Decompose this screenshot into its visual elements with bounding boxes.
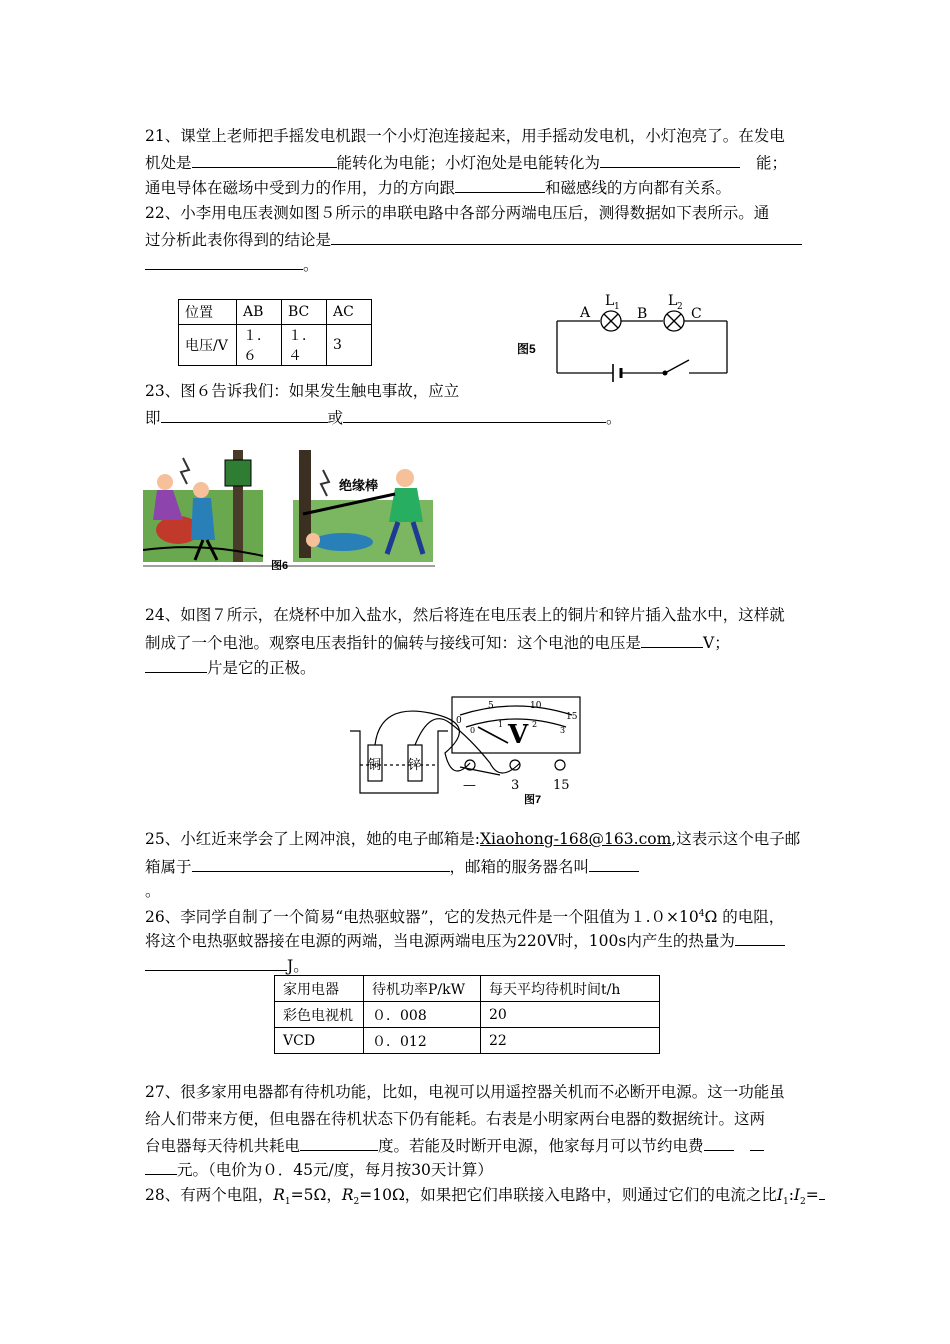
i2-symbol: I (793, 1186, 801, 1204)
q25-line2: 箱属于 ，邮箱的服务器名叫 (145, 856, 639, 877)
table-cell: 电压/V (179, 325, 237, 366)
figure-7-voltmeter (340, 693, 590, 805)
figure-5-circuit (505, 290, 740, 390)
q27-line2: 给人们带来方便，但电器在待机状态下仍有能耗。右表是小明家两台电器的数据统计。这两 (145, 1110, 766, 1128)
q23-line2: 即 或 。 (145, 409, 622, 427)
q21-blank1[interactable] (192, 152, 337, 168)
q21-line1: 21、课堂上老师把手摇发电机跟一个小灯泡连接起来，用手摇动发电机，小灯泡亮了。在发电 (145, 127, 785, 145)
table-row (179, 325, 372, 366)
label-l1-sub: 1 (614, 302, 620, 312)
voltmeter-v-symbol: V (508, 720, 529, 750)
label-a: A (580, 305, 591, 321)
q22-line3: 。 (145, 254, 319, 275)
q21-line2: 机处是 能转化为电能；小灯泡处是电能转化为 能； (145, 154, 788, 172)
q28-line1: 28、有两个电阻，$R_1=5\Omega$，$R_2=10\Omega$，如果把它们串联接入电路中，则通过它们的电流之比$I_1:I_2=$ (145, 1184, 825, 1212)
terminal-negative: — (463, 778, 476, 793)
table-cell: １．４ (282, 325, 327, 366)
table-cell: ０．008 (364, 1002, 481, 1028)
table-row (275, 976, 660, 1002)
table-row (275, 1028, 660, 1054)
q27-blank3[interactable] (750, 1135, 764, 1151)
table-cell: 待机功率P/kW (364, 976, 481, 1002)
table-cell: VCD (275, 1028, 364, 1054)
email-address[interactable]: Xiaohong-168@163.com (479, 830, 672, 848)
i1-symbol: I (776, 1186, 783, 1204)
table-row (275, 1002, 660, 1028)
figure-7-label: 图7 (524, 794, 542, 805)
q27-blank2[interactable] (704, 1135, 734, 1151)
q28-blank1[interactable] (819, 1184, 825, 1200)
terminal-3: 3 (511, 778, 520, 793)
label-l2: L (668, 293, 678, 309)
r2-subscript: 2 (353, 1197, 360, 1208)
insulating-rod-label: 绝缘棒 (339, 478, 379, 493)
appliance-table (274, 975, 660, 1054)
q21-blank2[interactable] (600, 152, 740, 168)
r1-subscript: 1 (284, 1197, 291, 1208)
label-b: B (637, 306, 648, 322)
tick-top-15: 15 (566, 712, 578, 722)
table-cell: 22 (481, 1028, 660, 1054)
q27-line4: 元。（电价为０．45元/度，每月按30天计算） (145, 1159, 493, 1180)
table-cell: 位置 (179, 300, 237, 325)
tick-bottom-1: 1 (498, 720, 504, 729)
q23-blank2[interactable] (343, 407, 606, 423)
table-cell: AC (327, 300, 372, 325)
zinc-plate-label: 锌 (408, 758, 422, 773)
figure-5-label: 图5 (517, 342, 536, 356)
terminal-15: 15 (553, 778, 570, 793)
q22-line2: 过分析此表你得到的结论是 (145, 229, 802, 250)
label-l2-sub: 2 (677, 302, 683, 312)
table-cell: 彩色电视机 (275, 1002, 364, 1028)
q22-blank1[interactable] (331, 229, 802, 245)
q25-blank2[interactable] (589, 856, 639, 872)
q21-blank3[interactable] (455, 177, 545, 193)
q26-line1: 26、李同学自制了一个简易“电热驱蚊器”，它的发热元件是一个阻值为$1.0\times 10^4\Omega$ 的电阻， (145, 908, 785, 927)
i2-subscript: 2 (800, 1197, 806, 1208)
q24-blank2[interactable] (145, 657, 207, 673)
q24-line2: 制成了一个电池。观察电压表指针的偏转与接线可知：这个电池的电压是 V； (145, 634, 730, 652)
tick-bottom-0: 0 (470, 726, 476, 735)
tick-top-10: 10 (530, 701, 542, 711)
exponent: 4 (698, 909, 705, 919)
table-row (179, 300, 372, 325)
table-cell: 20 (481, 1002, 660, 1028)
label-l1: L (605, 293, 615, 309)
q26-line2: 将这个电热驱蚊器接在电源的两端，当电源两端电压为220V时，100s内产生的热量为 (145, 930, 785, 951)
figure-6-label: 图6 (271, 560, 289, 570)
tick-bottom-2: 2 (532, 720, 538, 729)
q22-blank2[interactable] (145, 254, 303, 270)
q27-line1: 27、很多家用电器都有待机功能，比如，电视可以用遥控器关机而不必断开电源。这一功能虽 (145, 1083, 785, 1101)
q26-line3: J。 (145, 955, 309, 976)
label-c: C (691, 306, 702, 322)
table-cell: AB (237, 300, 282, 325)
table-cell: 3 (327, 325, 372, 366)
q26-blank2[interactable] (145, 955, 287, 971)
table-cell: １．６ (237, 325, 282, 366)
tick-top-0: 0 (456, 716, 462, 726)
copper-plate-label: 铜 (368, 758, 382, 773)
q24-line1: 24、如图７所示，在烧杯中加入盐水，然后将连在电压表上的铜片和锌片插入盐水中，这样就 (145, 606, 785, 624)
table-cell: BC (282, 300, 327, 325)
tick-top-5: 5 (488, 701, 494, 711)
q24-line3: 片是它的正极。 (145, 657, 316, 678)
q27-blank1[interactable] (300, 1135, 378, 1151)
figure-6-illustration (143, 450, 435, 570)
table-cell: 每天平均待机时间t/h (481, 976, 660, 1002)
q24-blank1[interactable] (641, 632, 703, 648)
q25-line1: 25、小红近来学会了上网冲浪，她的电子邮箱是:Xiaohong-168@163.com,这表示这个电子邮 (145, 830, 801, 848)
q25-blank1[interactable] (192, 856, 450, 872)
i1-subscript: 1 (782, 1197, 789, 1208)
r1-symbol: R (273, 1186, 285, 1204)
q23-line1: 23、图６告诉我们：如果发生触电事故，应立 (145, 382, 460, 400)
q25-line3: 。 (145, 882, 161, 900)
table-cell: ０．012 (364, 1028, 481, 1054)
q23-blank1[interactable] (161, 407, 328, 423)
table-cell: 家用电器 (275, 976, 364, 1002)
q21-line3: 通电导体在磁场中受到力的作用，力的方向跟 和磁感线的方向都有关系。 (145, 179, 732, 197)
q27-blank4[interactable] (145, 1159, 177, 1175)
r2-symbol: R (341, 1186, 354, 1204)
q27-line3: 台电器每天待机共耗电 度。若能及时断开电源，他家每月可以节约电费 (145, 1135, 764, 1156)
q26-blank1[interactable] (735, 930, 785, 946)
q22-line1: 22、小李用电压表测如图５所示的串联电路中各部分两端电压后，测得数据如下表所示。通 (145, 204, 770, 222)
voltage-table (178, 299, 372, 366)
tick-bottom-3: 3 (560, 726, 566, 735)
